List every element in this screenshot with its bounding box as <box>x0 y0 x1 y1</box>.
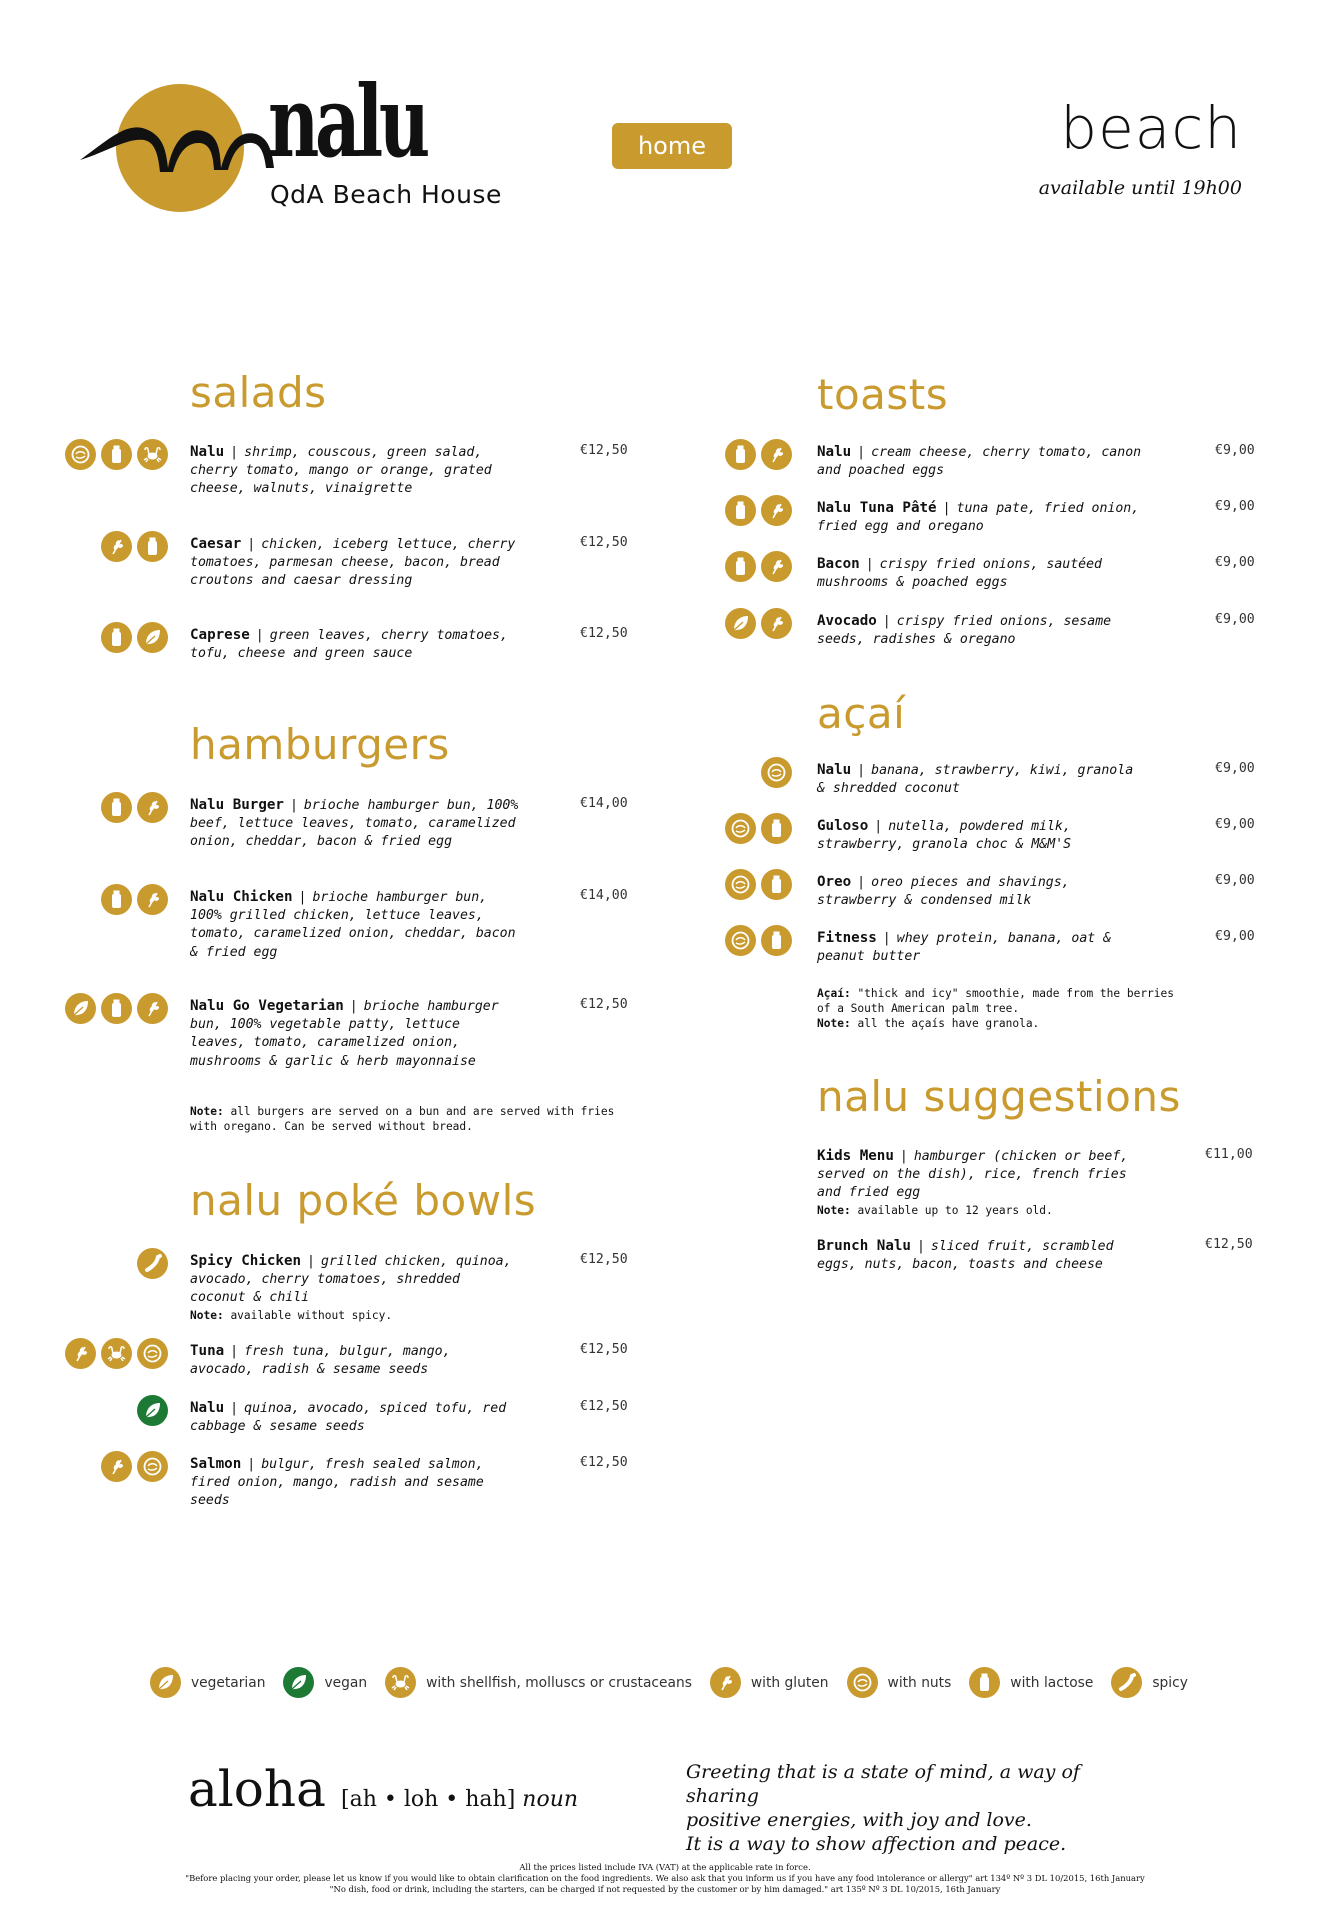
item-name: Nalu <box>190 444 225 460</box>
allergen-icons <box>101 531 168 562</box>
item-price: €12,50 <box>580 1455 628 1470</box>
allergen-icons <box>65 1338 168 1369</box>
logo-wordmark: nalu <box>268 65 426 180</box>
legend-label: vegan <box>324 1674 368 1691</box>
item-name: Kids Menu <box>817 1148 894 1164</box>
item-name: Avocado <box>817 613 877 629</box>
section-title-acai: açaí <box>817 689 906 738</box>
item-ingredients: nutella, powdered milk, strawberry, granola choc & M&M'S <box>817 819 1072 853</box>
item-price: €9,00 <box>1215 873 1255 888</box>
menu-item: Tuna | fresh tuna, bulgur, mango, avocado, radish & sesame seeds <box>190 1343 451 1378</box>
item-price: €11,00 <box>1205 1147 1253 1162</box>
item-ingredients: grilled chicken, quinoa, avocado, cherry tomatoes, shredded coconut & chili <box>190 1254 512 1306</box>
allergen-icons <box>101 622 168 653</box>
availability-text: available until 19h00 <box>1038 177 1242 199</box>
shellfish-icon <box>385 1667 416 1698</box>
lactose-icon <box>761 813 792 844</box>
nuts-icon <box>65 439 96 470</box>
lactose-icon <box>725 551 756 582</box>
legend-label: with nuts <box>887 1674 952 1691</box>
allergen-icons <box>101 1451 168 1482</box>
legend-item <box>710 1667 829 1698</box>
nuts-icon <box>137 1451 168 1482</box>
allergen-icons <box>725 551 792 582</box>
allergen-icons <box>725 925 792 956</box>
legend-label: vegetarian <box>191 1674 266 1691</box>
lactose-icon <box>969 1667 1000 1698</box>
item-ingredients: brioche hamburger bun, 100% beef, lettuce leaves, tomato, caramelized onion, cheddar, bacon & fried egg <box>190 798 519 850</box>
item-price: €12,50 <box>580 626 628 641</box>
menu-item: Nalu | quinoa, avocado, spiced tofu, red cabbage & sesame seeds <box>190 1400 507 1435</box>
item-price: €9,00 <box>1215 555 1255 570</box>
item-price: €12,50 <box>580 1252 628 1267</box>
page-title: beach <box>1060 94 1242 162</box>
item-price: €9,00 <box>1215 499 1255 514</box>
legend-label: with lactose <box>1010 1674 1094 1691</box>
item-name: Spicy Chicken <box>190 1253 302 1269</box>
item-name: Caesar <box>190 536 242 552</box>
vegetarian-icon <box>150 1667 181 1698</box>
item-price: €9,00 <box>1215 929 1255 944</box>
menu-item: Kids Menu | hamburger (chicken or beef, served on the dish), rice, french fries and fried egg Note: available up to 12 years old. <box>817 1147 1147 1219</box>
item-name: Brunch Nalu <box>817 1238 911 1254</box>
item-price: €12,50 <box>1205 1237 1253 1252</box>
item-ingredients: banana, strawberry, kiwi, granola & shredded coconut <box>817 763 1134 797</box>
section-title-salads: salads <box>190 368 327 417</box>
menu-item: Nalu Chicken | brioche hamburger bun, 100% grilled chicken, lettuce leaves, tomato, caramelized onion, cheddar, bacon & fried egg <box>190 889 516 960</box>
greeting-line: Greeting that is a state of mind, a way of sharing <box>686 1761 1080 1807</box>
menu-item: Caprese | green leaves, cherry tomatoes, tofu, cheese and green sauce <box>190 627 508 662</box>
nuts-icon <box>725 869 756 900</box>
item-price: €12,50 <box>580 1399 628 1414</box>
legend-item <box>847 1667 952 1698</box>
nuts-icon <box>725 925 756 956</box>
item-ingredients: whey protein, banana, oat & peanut butter <box>817 931 1112 965</box>
menu-item: Nalu Tuna Pâté | tuna pate, fried onion, fried egg and oregano <box>817 500 1140 535</box>
shellfish-icon <box>137 439 168 470</box>
item-name: Nalu Tuna Pâté <box>817 500 937 516</box>
item-name: Nalu <box>817 444 852 460</box>
item-price: €12,50 <box>580 443 628 458</box>
allergen-icons <box>725 608 792 639</box>
item-name: Fitness <box>817 930 877 946</box>
footer-line: "Before placing your order, please let us know if you would like to obtain clarification on the food ingredients. We also ask that you inform us if you have any food intolerance or allergy" art 134º Nº 3 DL 10/2015, 16th January <box>185 1873 1145 1883</box>
gluten-icon <box>761 439 792 470</box>
item-name: Nalu Chicken <box>190 889 293 905</box>
gluten-icon <box>101 531 132 562</box>
legend-item <box>283 1667 367 1698</box>
gluten-icon <box>65 1338 96 1369</box>
footer-line: "No dish, food or drink, including the starters, can be charged if not requested by the customer or by him damaged." art 135º Nº 3 DL 10/2015, 16th January <box>329 1884 1001 1894</box>
aloha-word: aloha <box>188 1760 326 1818</box>
item-price: €9,00 <box>1215 443 1255 458</box>
lactose-icon <box>761 925 792 956</box>
item-price: €9,00 <box>1215 761 1255 776</box>
item-name: Nalu <box>817 762 852 778</box>
spicy-icon <box>1111 1667 1142 1698</box>
menu-item: Fitness | whey protein, banana, oat & peanut butter <box>817 930 1112 965</box>
item-price: €9,00 <box>1215 817 1255 832</box>
greeting-line: positive energies, with joy and love. <box>686 1809 1032 1831</box>
item-name: Nalu Burger <box>190 797 284 813</box>
footer-line: All the prices listed include IVA (VAT) at the applicable rate in force. <box>519 1862 811 1872</box>
allergen-icons <box>725 869 792 900</box>
menu-item: Caesar | chicken, iceberg lettuce, cherry tomatoes, parmesan cheese, bacon, bread croutons and caesar dressing <box>190 536 516 589</box>
vegetarian-icon <box>137 622 168 653</box>
item-ingredients: cream cheese, cherry tomato, canon and poached eggs <box>817 445 1142 479</box>
item-ingredients: green leaves, cherry tomatoes, tofu, cheese and green sauce <box>190 628 508 662</box>
allergen-icons <box>137 1395 168 1426</box>
legal-footer <box>120 1862 1210 1895</box>
item-name: Guloso <box>817 818 869 834</box>
item-name: Nalu <box>190 1400 225 1416</box>
shellfish-icon <box>101 1338 132 1369</box>
lactose-icon <box>101 439 132 470</box>
aloha-pronunciation: [ah • loh • hah] noun <box>341 1787 579 1812</box>
gluten-icon <box>761 551 792 582</box>
lactose-icon <box>137 531 168 562</box>
lactose-icon <box>101 993 132 1024</box>
item-ingredients: sliced fruit, scrambled eggs, nuts, bacon, toasts and cheese <box>817 1239 1114 1273</box>
vegan-icon <box>137 1395 168 1426</box>
lactose-icon <box>761 869 792 900</box>
legend-item <box>150 1667 265 1698</box>
nuts-icon <box>847 1667 878 1698</box>
allergen-icons <box>101 884 168 915</box>
vegetarian-icon <box>65 993 96 1024</box>
item-ingredients: brioche hamburger bun, 100% vegetable patty, lettuce leaves, tomato, caramelized onion, mushrooms & garlic & herb mayonnaise <box>190 999 499 1069</box>
item-price: €14,00 <box>580 888 628 903</box>
menu-item: Nalu | banana, strawberry, kiwi, granola & shredded coconut <box>817 762 1134 797</box>
menu-item: Oreo | oreo pieces and shavings, strawberry & condensed milk <box>817 874 1070 909</box>
lactose-icon <box>101 792 132 823</box>
gluten-icon <box>710 1667 741 1698</box>
item-price: €12,50 <box>580 1342 628 1357</box>
item-name: Caprese <box>190 627 250 643</box>
item-ingredients: fresh tuna, bulgur, mango, avocado, radish & sesame seeds <box>190 1344 451 1378</box>
item-name: Tuna <box>190 1343 225 1359</box>
gluten-icon <box>761 608 792 639</box>
allergen-icons <box>725 439 792 470</box>
item-name: Oreo <box>817 874 852 890</box>
legend-item <box>969 1667 1093 1698</box>
item-ingredients: shrimp, couscous, green salad, cherry tomato, mango or orange, grated cheese, walnuts, vinaigrette <box>190 445 492 497</box>
section-note: Note: all burgers are served on a bun and are served with fries with oregano. Can be served without bread. <box>190 1105 615 1133</box>
gluten-icon <box>101 1451 132 1482</box>
item-ingredients: chicken, iceberg lettuce, cherry tomatoes, parmesan cheese, bacon, bread croutons and caesar dressing <box>190 537 516 589</box>
item-name: Salmon <box>190 1456 242 1472</box>
allergen-icons <box>761 757 792 788</box>
gluten-icon <box>761 495 792 526</box>
menu-item: Nalu | cream cheese, cherry tomato, canon and poached eggs <box>817 444 1142 479</box>
menu-item: Salmon | bulgur, fresh sealed salmon, fired onion, mango, radish and sesame seeds <box>190 1456 484 1509</box>
legend-item <box>1111 1667 1188 1698</box>
item-price: €9,00 <box>1215 612 1255 627</box>
section-title-toasts: toasts <box>817 370 949 419</box>
vegan-icon <box>283 1667 314 1698</box>
legend-label: with shellfish, molluscs or crustaceans <box>426 1674 692 1691</box>
lactose-icon <box>725 439 756 470</box>
lactose-icon <box>101 884 132 915</box>
item-ingredients: brioche hamburger bun, 100% grilled chicken, lettuce leaves, tomato, caramelized onion, cheddar, bacon & fried egg <box>190 890 516 960</box>
legend-item <box>385 1667 692 1698</box>
section-note: Açaí: "thick and icy" smoothie, made from the berries of a South American palm tree. Note: all the açaís have granola. <box>817 987 1175 1030</box>
logo-subtitle: QdA Beach House <box>270 180 502 209</box>
item-ingredients: quinoa, avocado, spiced tofu, red cabbage & sesame seeds <box>190 1401 507 1435</box>
allergen-icons <box>65 439 168 470</box>
home-button[interactable]: home <box>612 123 732 169</box>
nalu-logo <box>78 65 518 220</box>
item-ingredients: hamburger (chicken or beef, served on the dish), rice, french fries and fried egg <box>817 1149 1129 1201</box>
section-title-hamburgers: hamburgers <box>190 720 450 769</box>
wave-icon <box>78 90 278 210</box>
menu-item: Nalu Go Vegetarian | brioche hamburger bun, 100% vegetable patty, lettuce leaves, tomato, caramelized onion, mushrooms & garlic & herb mayonnaise <box>190 998 499 1069</box>
menu-item: Spicy Chicken | grilled chicken, quinoa, avocado, cherry tomatoes, shredded coconut & chili Note: available without spicy. <box>190 1252 520 1324</box>
allergen-icons <box>137 1248 168 1279</box>
allergen-legend <box>150 1667 1206 1698</box>
allergen-icons <box>725 813 792 844</box>
menu-item: Guloso | nutella, powdered milk, strawberry, granola choc & M&M'S <box>817 818 1072 853</box>
menu-item: Brunch Nalu | sliced fruit, scrambled eggs, nuts, bacon, toasts and cheese <box>817 1238 1114 1273</box>
section-title-poke: nalu poké bowls <box>190 1176 537 1225</box>
nuts-icon <box>761 757 792 788</box>
item-price: €12,50 <box>580 535 628 550</box>
section-title-suggestions: nalu suggestions <box>817 1072 1181 1121</box>
item-note: Note: available up to 12 years old. <box>817 1203 1053 1217</box>
item-ingredients: crispy fried onions, sesame seeds, radishes & oregano <box>817 614 1112 648</box>
lactose-icon <box>725 495 756 526</box>
menu-item: Nalu | shrimp, couscous, green salad, cherry tomato, mango or orange, grated cheese, walnuts, vinaigrette <box>190 444 492 497</box>
vegetarian-icon <box>725 608 756 639</box>
item-ingredients: bulgur, fresh sealed salmon, fired onion, mango, radish and sesame seeds <box>190 1457 484 1509</box>
lactose-icon <box>101 622 132 653</box>
menu-item: Nalu Burger | brioche hamburger bun, 100% beef, lettuce leaves, tomato, caramelized onion, cheddar, bacon & fried egg <box>190 797 519 850</box>
item-price: €12,50 <box>580 997 628 1012</box>
item-name: Nalu Go Vegetarian <box>190 998 344 1014</box>
nuts-icon <box>137 1338 168 1369</box>
nuts-icon <box>725 813 756 844</box>
menu-item: Avocado | crispy fried onions, sesame seeds, radishes & oregano <box>817 613 1112 648</box>
gluten-icon <box>137 884 168 915</box>
item-ingredients: oreo pieces and shavings, strawberry & condensed milk <box>817 875 1070 909</box>
aloha-greeting <box>686 1760 1156 1856</box>
menu-item: Bacon | crispy fried onions, sautéed mushrooms & poached eggs <box>817 556 1102 591</box>
item-price: €14,00 <box>580 796 628 811</box>
item-ingredients: crispy fried onions, sautéed mushrooms & poached eggs <box>817 557 1102 591</box>
gluten-icon <box>137 993 168 1024</box>
allergen-icons <box>101 792 168 823</box>
item-note: Note: available without spicy. <box>190 1308 393 1322</box>
greeting-line: It is a way to show affection and peace. <box>686 1833 1067 1855</box>
item-name: Bacon <box>817 556 860 572</box>
legend-label: with gluten <box>750 1674 829 1691</box>
gluten-icon <box>137 792 168 823</box>
item-ingredients: tuna pate, fried onion, fried egg and oregano <box>817 501 1140 535</box>
spicy-icon <box>137 1248 168 1279</box>
allergen-icons <box>65 993 168 1024</box>
legend-label: spicy <box>1152 1674 1188 1691</box>
allergen-icons <box>725 495 792 526</box>
aloha-definition <box>188 1760 578 1818</box>
